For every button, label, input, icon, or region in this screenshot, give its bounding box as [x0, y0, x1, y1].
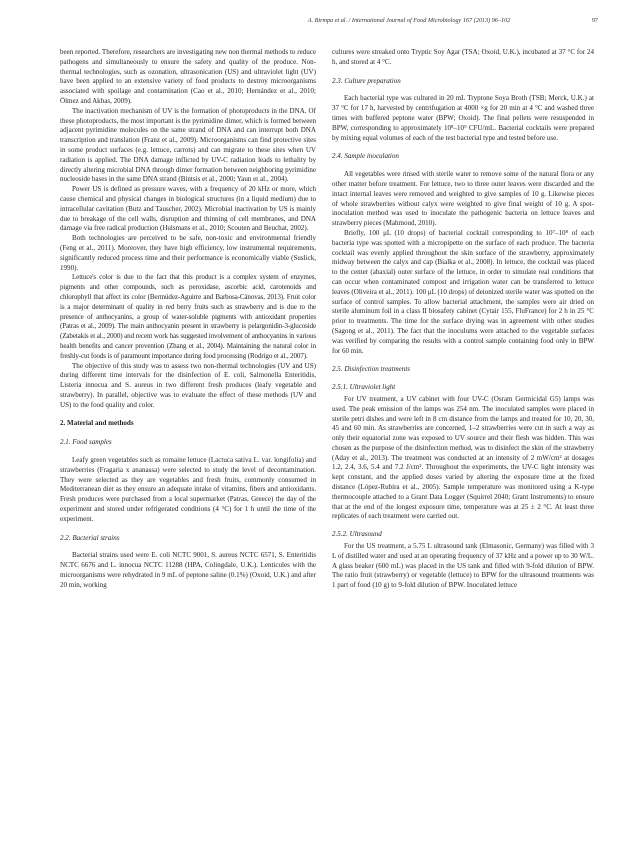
intro-paragraph-uv-mechanism: The inactivation mechanism of UV is the formation of photoproducts in the DNA. Of these photoproducts, the most important is the pyrimidine dimer, which is formed between adjacent pyrimidine molecules on the same strand of DNA and can interrupt both DNA transcription and translation (Franz et al., 2009). Microorganisms can find protective sites in some product surfaces (e.g. lettuce, carrots) and can migrate to these sites when UV radiation is applied. The DNA damage inflicted by UV-C radiation leads to lethality by directly altering microbial DNA through dimer formation between neighboring pyrimidine nucleoside bases in the same DNA strand (Bintsis et al., 2000; Yaun et al., 2004). — [60, 106, 316, 184]
sample-inoculation-paragraph-1: All vegetables were rinsed with sterile water to remove some of the natural flora or any other matter before treatment. For lettuce, two to three outer leaves were discarded and the intact internal leaves were removed and weighted to give samples of 10 g. Likewise pieces of whole strawberries without calyx were weighted to give final weight of 10 g. A spot-inoculation method was used to inoculate the pathogenic bacteria on lettuce leaves and strawberry pieces (Mahmoud, 2010). — [332, 170, 594, 228]
food-samples-paragraph: Leafy green vegetables such as romaine lettuce (Lactuca sativa L. var. longifolia) and strawberries (Fragaria x ananassa) were selected to study the level of decontamination. They were selected as they are vegetables and fresh fruits, commonly consumed in Mediterranean diet as they ensure an adequate intake of vitamins, fibers and antioxidants. Fresh produces were purchased from a local supermarket (Patras, Greece) the day of the experiment and stored under refrigerated conditions (4 °C) for 1 h until the time of the experiment. — [60, 456, 316, 523]
subsection-heading-culture-preparation: 2.3. Culture preparation — [332, 76, 401, 85]
subsubsection-heading-ultrasound: 2.5.2. Ultrasound — [332, 530, 382, 539]
section-heading-materials-methods: 2. Material and methods — [60, 419, 134, 428]
journal-citation: A. Birmpa et al. / International Journal of Food Microbiology 167 (2013) 96–102 — [307, 17, 511, 24]
subsubsection-heading-ultraviolet: 2.5.1. Ultraviolet light — [332, 383, 396, 392]
sample-inoculation-paragraph-2: Briefly, 100 μL (10 drops) of bacterial cocktail corresponding to 10⁷–10⁸ of each bacteria type was spotted with a micropipette on the surface of each produce. The bacteria cocktail was evenly applied throughout the skin surface of the strawberry, approximately midway between the calyx and cap (Bialka et al., 2008). In lettuce, the cocktail was placed to the center (abaxial) outer surface of the lettuce, in order to simulate real conditions that can occur when contaminated compost and irrigation water can be transferred to lettuce leaves (Oliveira et al., 2011). 100 μL (10 drops) of deionized sterile water was spotted on the surface of control samples. To allow bacterial attachment, the samples were air dried on sterile aluminum foil in a class II biosafety cabinet (Cytair 155, FluFrance) for 2 h in 25 °C prior to treatments. The time for the surface drying was in agreement with other studies (Sagong et al., 2011). The fact that the inoculums were attached to the vegetable surfaces was verified by comparing the results with a control sample containing food only in BPW for 60 min. — [332, 228, 594, 355]
bacterial-strains-paragraph: Bacterial strains used were E. coli NCTC 9001, S. aureus NCTC 6571, S. Enteritidis NCTC 6676 and L. innocua NCTC 11288 (HPA, Colingdale, U.K.). Lenticules with the microorganisms were rehydrated in 9 mL of peptone saline (0.1%) (Oxoid, U.K.) and after 20 min, working — [60, 551, 316, 589]
bacterial-strains-paragraph-continued: cultures were streaked onto Tryptic Soy Agar (TSA; Oxoid, U.K.), incubated at 37 °C for 24 h, and stored at 4 °C. — [332, 48, 594, 66]
ultraviolet-paragraph: For UV treatment, a UV cabinet with four UV-C (Osram Germicidal G5) lamps was used. The peak emission of the lamps was 254 nm. The inoculated samples were placed in sterile petri dishes and were left in 8 cm distance from the lamps and treated for 10, 20, 30, 45 and 60 min. As strawberries are concerned, 1–2 strawberries were cut in such a way as only their equatorial zone was exposed to UV source and their flesh was hidden. This was chosen as the purpose of the disinfection method, was to disinfect the skin of the strawberry (Aday et al., 2013). The treatment was conducted at an intensity of 2 mW/cm² at dosages 1.2, 2.4, 3.6, 5.4 and 7.2 J/cm². Throughout the experiments, the UV-C light intensity was kept constant, and the applied doses varied by altering the exposure time at the fixed distance (López-Rubira et al., 2005). Sample temperature was monitored using a K-type thermocouple attached to a Grant Data Logger (Squirrel 2040; Grant Instruments) to ensure that at the end of the longest exposure time, temperature was at 25 ± 2 °C. At least three replicates of each treatment were carried out. — [332, 394, 594, 521]
intro-paragraph-ultrasound: Power US is defined as pressure waves, with a frequency of 20 kHz or more, which cause chemical and physical changes in biological structures (in a liquid medium) due to intracellular cavitation (Butz and Tauscher, 2002). Microbial inactivation by US is mainly due to breakage of the cell walls, disruption and thinning of cell membranes, and DNA damage via free radical production (Hulsmans et al., 2010; Scouten and Beuchat, 2002). — [60, 185, 316, 233]
subsection-heading-bacterial-strains: 2.2. Bacterial strains — [60, 533, 120, 542]
right-column — [332, 48, 594, 823]
left-column — [60, 48, 316, 823]
culture-preparation-paragraph: Each bacterial type was cultured in 20 mL Tryptone Soya Broth (TSB; Merck, U.K.) at 37 °C for 17 h, harvested by centrifugation at 4000 ×g for 20 min at 4 °C and washed three times with buffered peptone water (BPW; Oxoid). The final pellets were resuspended in BPW, corresponding to approximately 10⁸–10⁹ CFU/mL. Bacterial cocktails were prepared by mixing equal volumes of each of the test bacterial type and tested before use. — [332, 94, 594, 142]
running-head — [60, 17, 598, 24]
ultrasound-paragraph: For the US treatment, a 5.75 L ultrasound tank (Elmasonic, Germany) was filled with 3 L of distilled water and used at an operating frequency of 37 kHz and a power up to 30 W/L. A glass beaker (600 mL) was placed in the US tank and filled with 9-fold dilution of BPW. The ratio fruit (strawberry) or vegetable (lettuce) to BPW for the ultrasound treatments was 1 part of food (10 g) to 9-fold dilution of BPW. Inoculated lettuce — [332, 542, 594, 590]
intro-paragraph-technologies: Both technologies are perceived to be safe, non-toxic and environmental friendly (Feng et al., 2011). Moreover, they have high efficiency, low instrumental requirements, significantly reduced process time and their performance is economically viable (Suslick, 1990). — [60, 234, 316, 272]
subsection-heading-food-samples: 2.1. Food samples — [60, 438, 112, 447]
subsection-heading-sample-inoculation: 2.4. Sample inoculation — [332, 152, 399, 161]
subsection-heading-disinfection: 2.5. Disinfection treatments — [332, 365, 411, 374]
page-number: 97 — [591, 17, 598, 24]
intro-paragraph-continued: been reported. Therefore, researchers are investigating new non thermal methods to reduce pathogens and simultaneously to ensure the safety and quality of the produce. Non-thermal technologies, such as ozonation, ultrasonication (US) and ultraviolet light (UV) have been applied to an extensive variety of food products to destroy microorganisms associated with spoilage and contamination (Cao et al., 2010; Hernández et al., 2010; Ölmez and Akbas, 2009). — [60, 48, 316, 105]
intro-paragraph-objective: The objective of this study was to assess two non-thermal technologies (UV and US) during different time intervals for the disinfection of E. coli, Salmonella Enteritidis, Listeria innocua and S. aureus in two different fresh produces (leafy vegetable and strawberry). In parallel, objective was to evaluate the effect of these methods (UV and US) to the food quality and color. — [60, 361, 316, 409]
intro-paragraph-color: Lettuce's color is due to the fact that this product is a complex system of enzymes, pigments and other compounds, such as peroxidase, ascorbic acid, carotenoids and chlorophyll that affect its color (Bermúdez-Aguirre and Barbosa-Cánovas, 2013). Fruit color is a major determinant of quality in red berry fruits such as strawberry and is due to the presence of anthocyanins, a group of water-soluble pigments with antioxidant properties (Patras et al., 2009). The main anthocyanin present in strawberry is pelargonidin-3-glucoside (Zabetakis et al., 2000) and recent work has suggested involvement of anthocyanins in various health benefits and cancer prevention (Zhang et al., 2004). Maintaining the natural color in freshly-cut foods is of paramount importance during food processing (Rodrigo et al., 2007). — [60, 273, 316, 360]
